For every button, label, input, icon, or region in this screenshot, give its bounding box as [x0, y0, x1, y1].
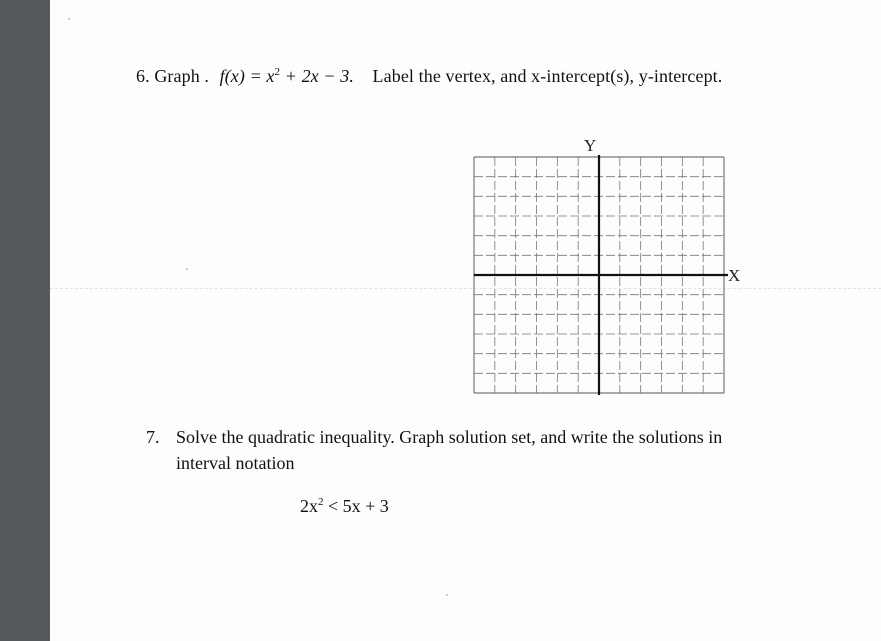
question-6-lead: Graph . [154, 66, 209, 86]
inequality: $2x^2 < 5x + 3$ [300, 496, 389, 516]
grid-lines [474, 155, 728, 395]
question-6-instruction: Label the vertex, and x-intercept(s), y-intercept. [372, 66, 723, 86]
y-axis-label: Y [584, 136, 597, 155]
question-6-number: 6. [136, 66, 150, 86]
question-7-number: 7. [146, 427, 160, 447]
question-7-line-1: Solve the quadratic inequality. Graph solution set, and write the solutions in [176, 427, 723, 447]
question-6-function: $f(x) = x^2 + 2x - 3$. [219, 66, 354, 86]
x-axis-label: X [728, 266, 741, 285]
question-7-line-2: interval notation [176, 453, 295, 473]
